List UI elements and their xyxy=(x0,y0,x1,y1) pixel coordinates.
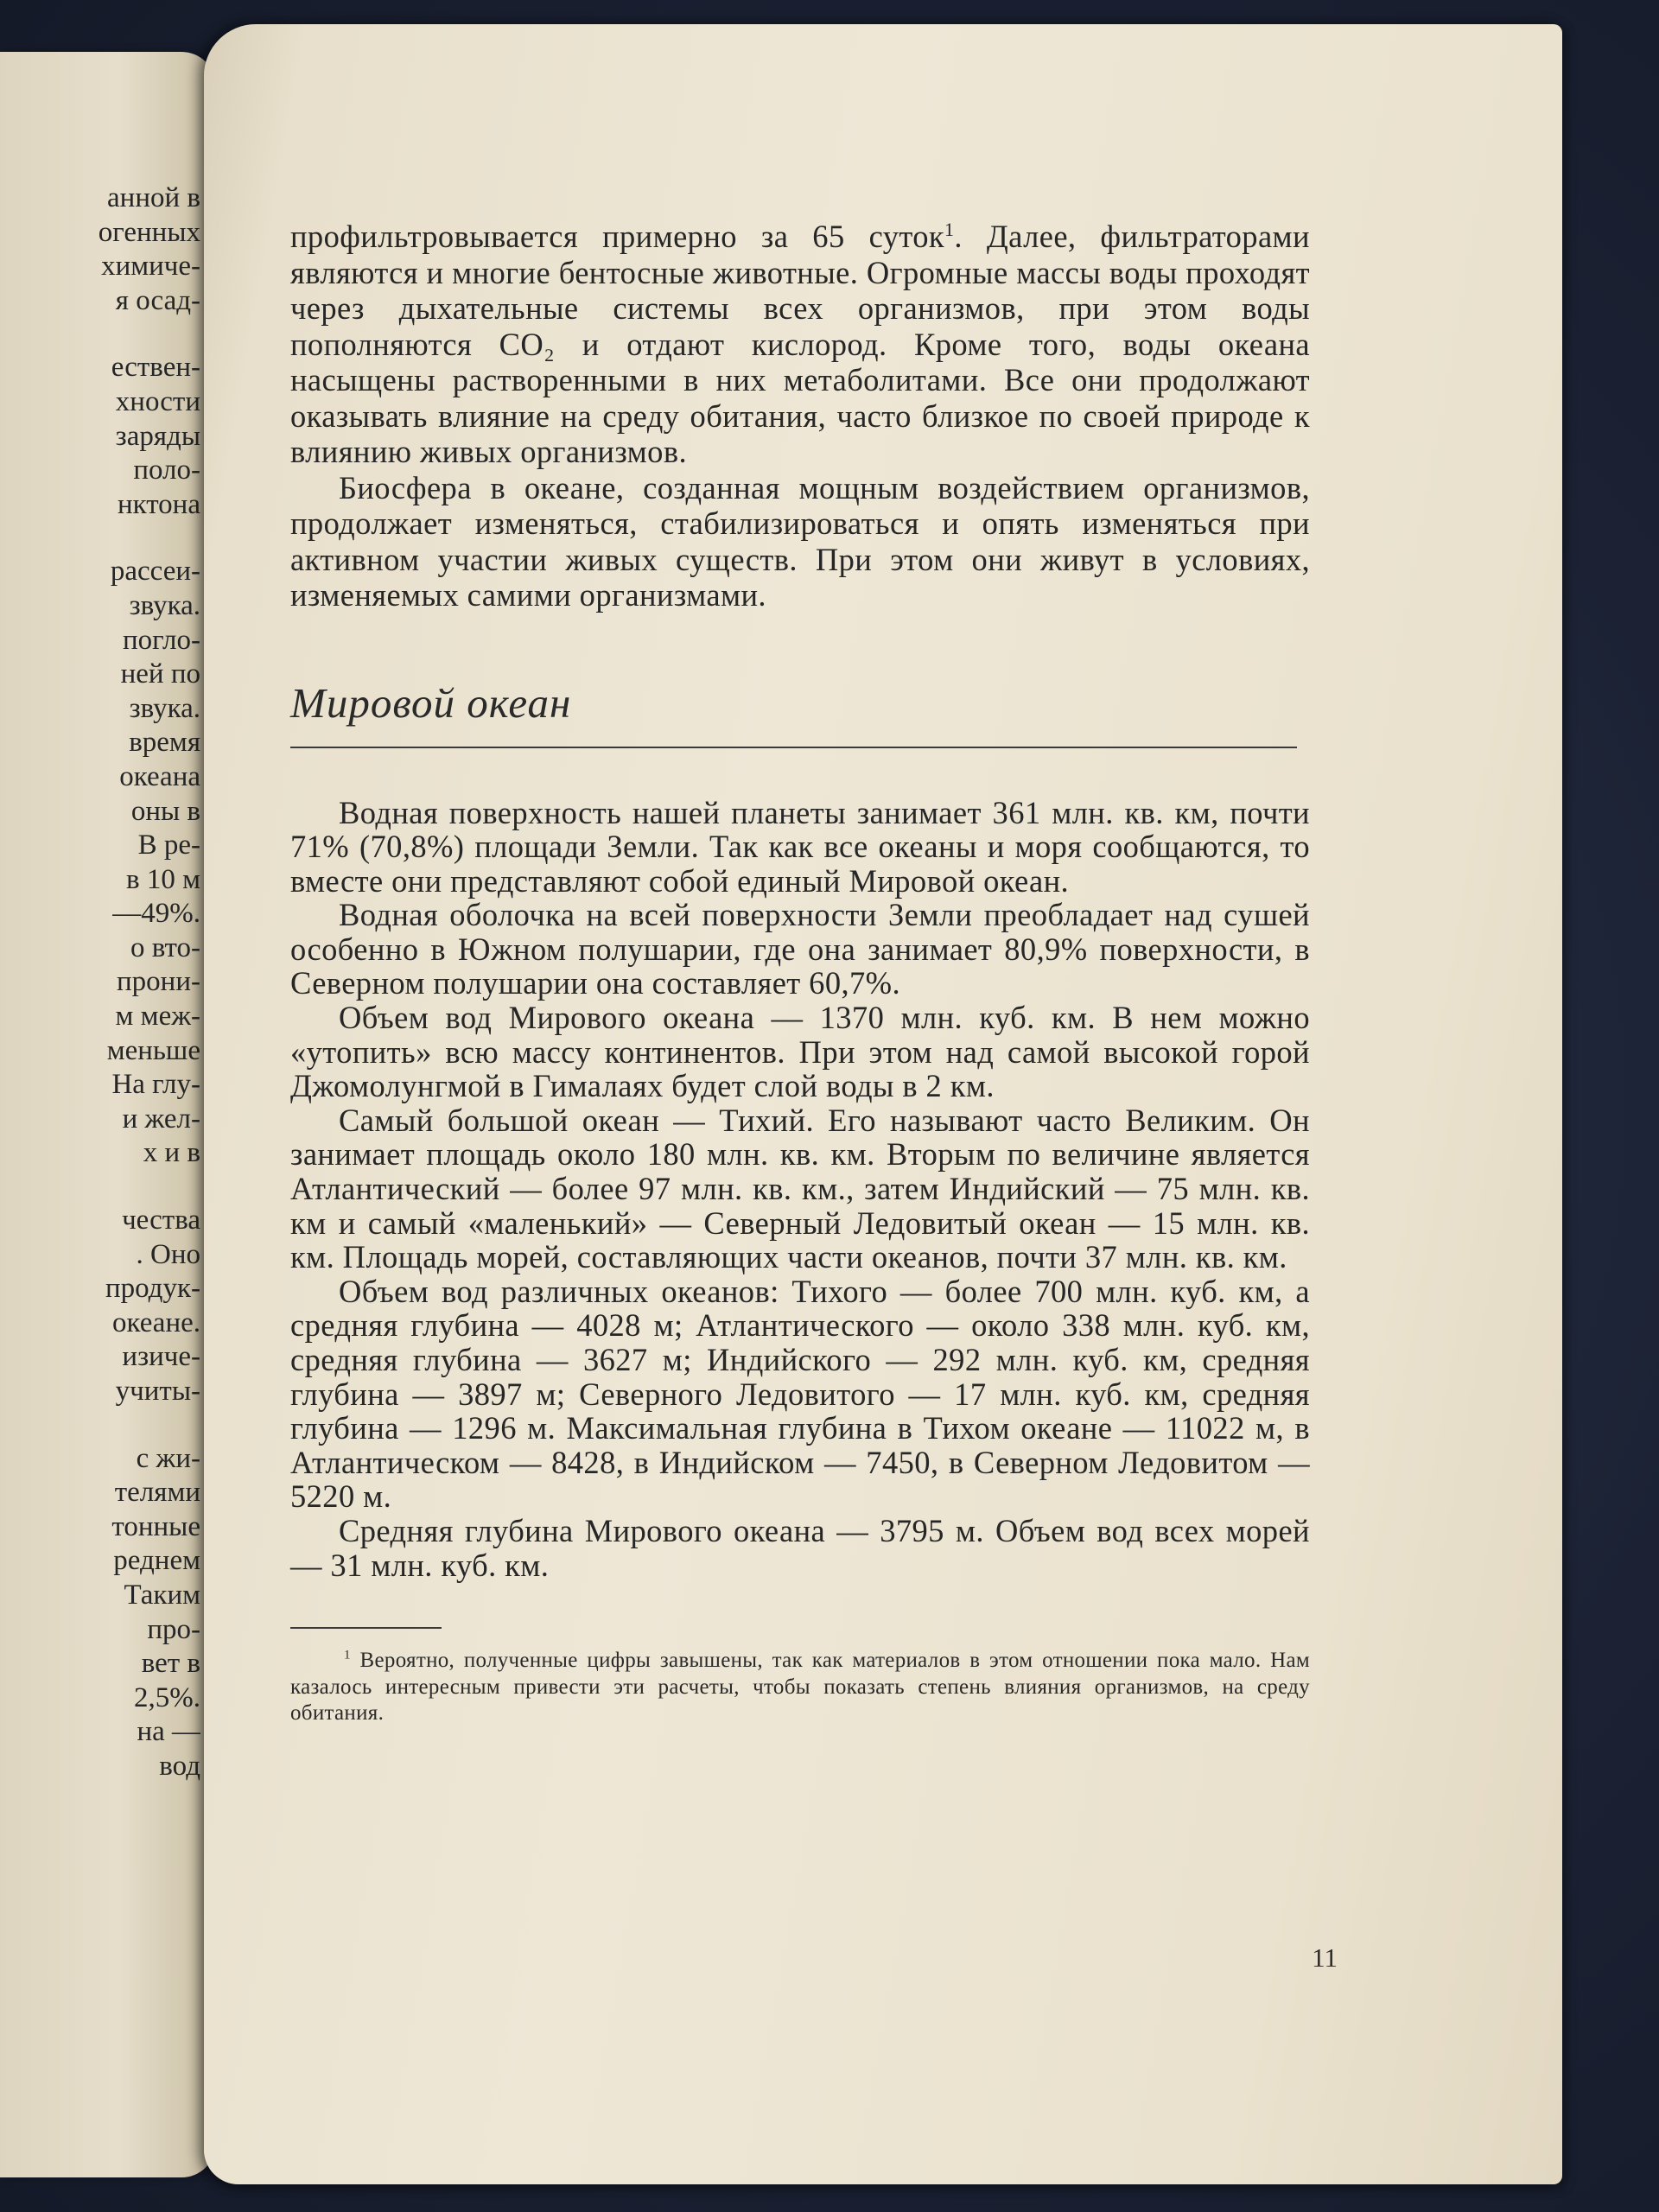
paragraph: Водная оболочка на всей поверхности Земли преобладает над сушей особенно в Южном полушарии, где она занимает 80,9% поверхности, в Северном полушарии она составляет 60,7%. xyxy=(290,897,1310,1001)
previous-page-line: в 10 м xyxy=(126,863,200,895)
previous-page-line: вет в xyxy=(141,1648,200,1680)
previous-page-line: химиче- xyxy=(101,251,200,283)
footnote xyxy=(290,1648,1310,1727)
previous-page-line xyxy=(0,1171,200,1204)
footnote-text: Вероятно, полученные цифры завышены, так как материалов в этом отношении пока мало. Нам казалось интересным привести эти расчеты, чтобы показать степень влияния организмов, на среду обитания. xyxy=(290,1649,1310,1726)
previous-page-line: . Оно xyxy=(136,1238,200,1270)
previous-page-line: ней по xyxy=(120,658,200,690)
paragraph: Самый большой океан — Тихий. Его называют часто Великим. Он занимает площадь около 180 млн. кв. км. Вторым по величине является Атлантический — более 97 млн. кв. км., затем Индийский — 75 млн. кв. км и самый «маленький» — Северный Ледовитый океан — 15 млн. кв. км. Площадь морей, составляющих части океанов, почти 37 млн. кв. км. xyxy=(290,1102,1310,1275)
previous-page-line: оны в xyxy=(130,795,200,827)
previous-page-line: о вто- xyxy=(130,931,200,963)
paragraph: Объем вод различных океанов: Тихого — более 700 млн. куб. км, а средняя глубина — 4028 м; Атлантического — около 338 млн. куб. км, средняя глубина — 3627 м; Индийского — 292 млн. куб. км, средняя глубина — 3897 м; Северного Ледовитого — 17 млн. куб. км, средняя глубина — 1296 м. Максимальная глубина в Тихом океане — 11022 м, в Атлантическом — 8428, в Индийском — 7450, в Северном Ледовитом — 5220 м. xyxy=(290,1273,1310,1515)
paragraph-text: . Далее, фильтраторами являются и многие бентосные животные. Огромные массы воды проходят через дыхательные системы всех организмов, при этом воды пополняются СО₂ и отдают кислород. Кроме того, воды океана насыщены растворенными в них метаболитами. Все они продолжают оказывать влияние на среду обитания, часто близкое по своей природе к влиянию живых организмов. xyxy=(290,219,1310,469)
previous-page-line: и жел- xyxy=(122,1103,200,1135)
previous-page-line: нктона xyxy=(117,488,200,520)
paragraph: Средняя глубина Мирового океана — 3795 м. Объем вод всех морей — 31 млн. куб. км. xyxy=(290,1512,1310,1583)
page-content xyxy=(290,219,1310,1727)
previous-page xyxy=(0,52,216,2177)
previous-page-line: учиты- xyxy=(115,1376,200,1407)
previous-page-line: м меж- xyxy=(115,1001,200,1033)
paragraph: Водная поверхность нашей планеты занимает 361 млн. кв. км, почти 71% (70,8%) площади Земли. Так как все океаны и моря сообщаются, то вместе они представляют собой единый Мировой океан. xyxy=(290,794,1310,899)
previous-page-line: я осад- xyxy=(115,284,200,316)
previous-page-line: продук- xyxy=(105,1273,200,1305)
previous-page-line: время xyxy=(129,727,200,759)
paragraph xyxy=(290,219,1310,470)
heading-divider xyxy=(290,747,1297,748)
previous-page-line: огенных xyxy=(98,216,200,248)
previous-page-line: с жи- xyxy=(136,1442,200,1474)
paragraph xyxy=(290,470,1310,613)
previous-page-line: звука. xyxy=(129,692,200,724)
previous-page-line: на — xyxy=(137,1716,200,1748)
previous-page-line: рассеи- xyxy=(110,556,200,588)
previous-page-line: океане. xyxy=(112,1306,200,1338)
previous-page-line: вод xyxy=(159,1750,200,1782)
book-page xyxy=(204,24,1562,2184)
section-body xyxy=(290,796,1310,1583)
page-number: 11 xyxy=(1312,1942,1338,1973)
previous-page-line: изиче- xyxy=(122,1341,200,1373)
previous-page-line: ествен- xyxy=(111,352,200,384)
previous-page-line xyxy=(0,522,200,555)
previous-page-line: —49%. xyxy=(112,898,200,930)
previous-page-line: 2,5%. xyxy=(134,1681,200,1713)
previous-page-line: хности xyxy=(115,385,200,417)
previous-page-text xyxy=(0,181,200,1784)
previous-page-line: реднем xyxy=(113,1545,200,1577)
paragraph: Объем вод Мирового океана — 1370 млн. куб. км. В нем можно «утопить» всю массу континентов. При этом над самой высокой горой Джомолунгмой в Гималаях будет слой воды в 2 км. xyxy=(290,1000,1310,1104)
footnote-marker: 1 xyxy=(344,1648,351,1662)
previous-page-line: прони- xyxy=(117,966,200,998)
previous-page-line: океана xyxy=(119,760,200,792)
continued-text xyxy=(290,219,1310,613)
previous-page-line: х и в xyxy=(143,1137,200,1169)
previous-page-line: про- xyxy=(147,1613,200,1645)
footnote-ref: 1 xyxy=(944,218,955,240)
previous-page-line: В ре- xyxy=(137,830,200,861)
section-heading: Мировой океан xyxy=(290,678,572,727)
previous-page-line: меньше xyxy=(106,1034,200,1066)
previous-page-line xyxy=(0,1409,200,1442)
paragraph-text: профильтровывается примерно за 65 суток xyxy=(290,219,945,254)
previous-page-line: заряды xyxy=(115,420,200,452)
previous-page-line: Таким xyxy=(124,1579,200,1611)
previous-page-line: тонные xyxy=(111,1510,200,1542)
previous-page-line: анной в xyxy=(107,182,200,213)
previous-page-line: погло- xyxy=(123,624,200,656)
previous-page-line xyxy=(0,318,200,351)
previous-page-line: звука. xyxy=(129,589,200,621)
footnote-divider xyxy=(290,1627,442,1629)
previous-page-line: чества xyxy=(122,1205,200,1236)
paragraph-text: Биосфера в океане, созданная мощным воздействием организмов, продолжает изменяться, стабилизироваться и опять изменяться при активном участии живых существ. При этом они живут в условиях, изменяемых самими организмами. xyxy=(290,469,1310,613)
previous-page-line: полo- xyxy=(133,454,200,486)
previous-page-line: телями xyxy=(114,1477,200,1509)
previous-page-line: На глу- xyxy=(111,1069,200,1101)
